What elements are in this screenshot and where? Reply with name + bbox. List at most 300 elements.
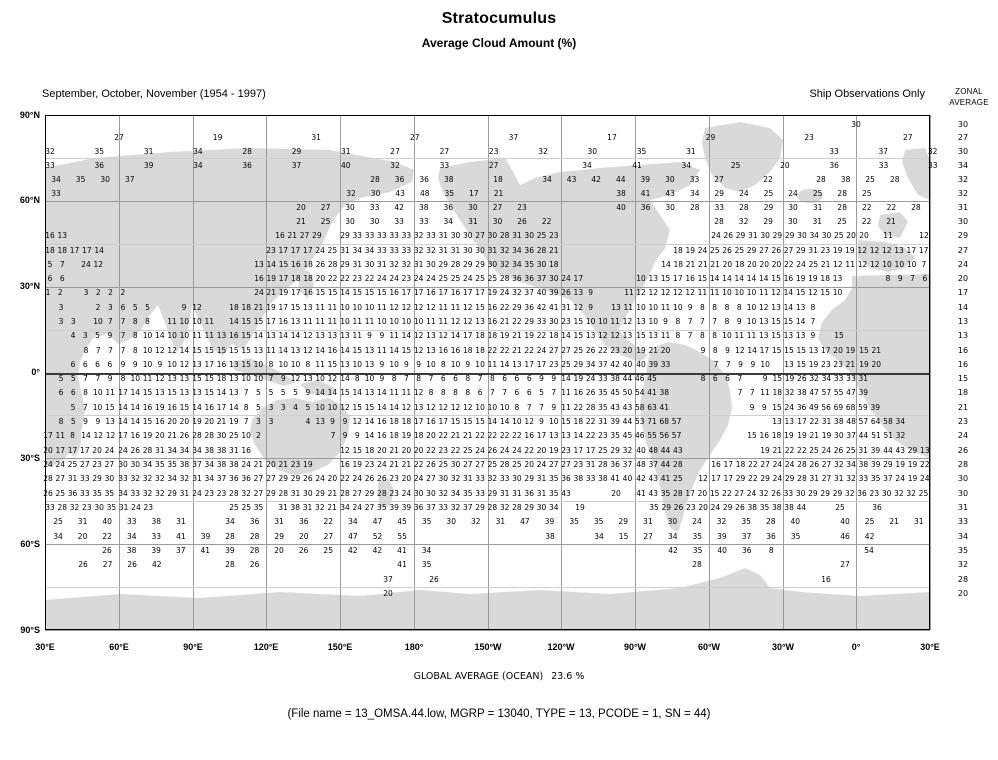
cell-value: 10: [475, 359, 485, 369]
cell-value: 35: [167, 459, 177, 469]
cell-value: 27: [734, 488, 744, 498]
page-title: Stratocumulus: [441, 10, 557, 27]
cell-value: 8: [83, 387, 88, 397]
cell-value: 34: [548, 502, 559, 512]
cell-value: 14: [290, 330, 301, 340]
cell-value: 15: [834, 330, 844, 340]
cell-value: 10: [179, 316, 190, 326]
cell-value: 31: [536, 488, 547, 498]
cell-value: 15: [377, 287, 387, 297]
cell-value: 9: [761, 402, 767, 412]
cell-value: 41: [640, 188, 651, 198]
cell-value: 40: [341, 160, 351, 170]
zonal-average-value: 17: [957, 287, 969, 297]
cell-value: 5: [293, 387, 298, 397]
cell-value: 10: [327, 402, 338, 412]
cell-value: 30: [364, 259, 375, 269]
cell-value: 38: [126, 545, 137, 555]
cell-value: 9: [897, 273, 903, 283]
cell-value: 30: [450, 230, 461, 240]
cell-value: 20: [327, 473, 338, 483]
cell-value: 33: [401, 230, 412, 240]
cell-value: 8: [489, 373, 495, 383]
cell-value: 29: [763, 216, 773, 226]
cell-value: 24: [118, 445, 128, 455]
cell-value: 6: [725, 373, 730, 383]
cell-value: 30: [665, 174, 675, 184]
cell-value: 13: [315, 416, 326, 426]
cell-value: 14: [377, 402, 387, 412]
cell-value: 27: [114, 132, 124, 142]
cell-value: 42: [591, 174, 601, 184]
cell-value: 17: [118, 387, 128, 397]
cell-value: 32: [499, 245, 510, 255]
cell-value: 13: [832, 273, 843, 283]
cell-value: 10: [894, 259, 905, 269]
cell-value: 17: [80, 445, 90, 455]
cell-value: 6: [59, 273, 65, 283]
cell-value: 36: [741, 545, 752, 555]
cell-value: 7: [120, 345, 126, 355]
cell-value: 32: [179, 473, 190, 483]
cell-value: 25: [573, 345, 584, 355]
cell-value: 9: [157, 359, 163, 369]
cell-value: 22: [340, 473, 350, 483]
cell-value: 33: [130, 488, 141, 498]
cell-value: 32: [784, 387, 795, 397]
cell-value: 9: [749, 402, 755, 412]
cell-value: 18: [673, 245, 683, 255]
cell-value: 29: [573, 359, 584, 369]
cell-value: 25: [710, 245, 720, 255]
longitude-tick-label: 30°E: [35, 642, 55, 652]
cell-value: 7: [428, 373, 434, 383]
zonal-average-value: 13: [957, 316, 969, 326]
cell-value: 14: [450, 330, 461, 340]
cell-value: 20: [274, 545, 284, 555]
cell-value: 20: [315, 273, 326, 283]
cell-value: 17: [673, 273, 683, 283]
cell-value: 17: [918, 245, 929, 255]
cell-value: 27: [561, 459, 571, 469]
cell-value: 18: [771, 430, 782, 440]
cell-value: 29: [808, 488, 818, 498]
cell-value: 32: [401, 259, 412, 269]
cell-value: 28: [242, 146, 252, 156]
cell-value: 37: [648, 459, 659, 469]
cell-value: 35: [421, 516, 432, 526]
cell-value: 8: [132, 316, 138, 326]
cell-value: 25: [918, 488, 929, 498]
cell-value: 29: [883, 459, 893, 469]
cell-value: 33: [689, 174, 700, 184]
cell-value: 41: [397, 545, 407, 555]
cell-value: 47: [348, 531, 358, 541]
cell-value: 28: [765, 516, 776, 526]
cell-value: 8: [145, 316, 150, 326]
cell-value: 27: [80, 459, 90, 469]
cell-value: 38: [216, 445, 227, 455]
cell-value: 15: [290, 302, 301, 312]
cell-value: 30: [426, 259, 436, 269]
longitude-tick-label: 30°W: [771, 642, 795, 652]
cell-value: 9: [551, 402, 557, 412]
cell-value: 14: [315, 387, 325, 397]
cell-value: 13: [759, 330, 769, 340]
cell-value: 3: [280, 402, 286, 412]
cell-value: 33: [45, 502, 55, 512]
cell-value: 12: [438, 330, 448, 340]
cell-value: 17: [438, 416, 448, 426]
cell-value: 34: [51, 174, 61, 184]
cell-value: 38: [797, 387, 807, 397]
cell-value: 19: [524, 330, 534, 340]
cell-value: 39: [648, 359, 659, 369]
cell-value: 30: [463, 230, 473, 240]
cell-value: 13: [290, 345, 301, 355]
cell-value: 30: [851, 119, 861, 129]
cell-value: 34: [512, 245, 522, 255]
cell-value: 12: [869, 245, 880, 255]
cell-value: 9: [107, 330, 113, 340]
cell-value: 28: [225, 531, 235, 541]
cell-value: 15: [796, 345, 806, 355]
cell-value: 20: [747, 259, 757, 269]
cell-value: 26: [127, 559, 137, 569]
cell-value: 28: [673, 459, 683, 469]
cell-value: 43: [648, 473, 659, 483]
cell-value: 17: [69, 245, 80, 255]
cell-value: 9: [83, 416, 88, 426]
cell-value: 31: [438, 230, 448, 240]
cell-value: 29: [475, 259, 485, 269]
cell-value: 35: [444, 188, 455, 198]
cell-value: 24: [254, 287, 264, 297]
cell-value: 15: [352, 402, 363, 412]
cell-value: 19: [499, 330, 510, 340]
cell-value: 35: [636, 146, 647, 156]
cell-value: 10: [278, 359, 289, 369]
cell-value: 25: [837, 216, 847, 226]
cell-value: 30: [667, 516, 678, 526]
cell-value: 37: [883, 473, 893, 483]
cell-value: 24: [401, 488, 412, 498]
cell-value: 10: [253, 359, 264, 369]
cell-value: 17: [536, 430, 547, 440]
cell-value: 27: [390, 146, 400, 156]
zonal-average-value: 16: [957, 359, 969, 369]
cell-value: 14: [759, 273, 769, 283]
cell-value: 46: [840, 531, 850, 541]
cell-value: 28: [327, 259, 338, 269]
cell-value: 42: [864, 531, 875, 541]
cell-value: 24: [192, 488, 202, 498]
cell-value: 35: [75, 174, 86, 184]
cell-value: 17: [67, 445, 78, 455]
cell-value: 32: [716, 516, 727, 526]
cell-value: 34: [340, 502, 350, 512]
cell-value: 15: [352, 287, 363, 297]
cell-value: 35: [610, 430, 620, 440]
cell-value: 11: [760, 387, 770, 397]
cell-value: 12: [352, 416, 363, 426]
cell-value: 33: [833, 373, 844, 383]
cell-value: 18: [548, 330, 559, 340]
cell-value: 36: [94, 160, 105, 170]
cell-value: 22: [475, 430, 485, 440]
cell-value: 17: [585, 445, 596, 455]
page-subtitle: Average Cloud Amount (%): [421, 36, 577, 50]
cell-value: 15: [859, 345, 869, 355]
cell-value: 24: [413, 273, 424, 283]
cell-value: 14: [155, 330, 165, 340]
cell-value: 15: [475, 416, 485, 426]
cell-value: 30: [795, 488, 806, 498]
cell-value: 6: [922, 273, 928, 283]
cell-value: 32: [413, 245, 424, 255]
cell-value: 43: [673, 445, 683, 455]
cell-value: 19: [212, 132, 223, 142]
cell-value: 40: [536, 287, 547, 297]
cell-value: 11: [709, 287, 720, 297]
cell-value: 20: [871, 359, 882, 369]
cell-value: 15: [618, 531, 629, 541]
cell-value: 20: [167, 416, 177, 426]
cell-value: 38: [290, 502, 301, 512]
cell-value: 24: [746, 488, 757, 498]
cell-value: 16: [426, 416, 436, 426]
cell-value: 44: [796, 502, 807, 512]
cell-value: 12: [808, 287, 818, 297]
cell-value: 25: [438, 273, 448, 283]
cell-value: 23: [804, 132, 814, 142]
cell-value: 13: [772, 416, 782, 426]
cell-value: 4: [305, 416, 311, 426]
cell-value: 58: [883, 416, 893, 426]
cell-value: 41: [176, 531, 186, 541]
cell-value: 29: [487, 488, 498, 498]
cell-value: 38: [840, 174, 851, 184]
cell-value: 8: [70, 430, 75, 440]
cell-value: 29: [278, 473, 289, 483]
cell-value: 25: [320, 216, 331, 226]
cell-value: 15: [179, 402, 190, 412]
cell-value: 12: [648, 287, 659, 297]
cell-value: 10: [364, 373, 375, 383]
cell-value: 25: [475, 273, 485, 283]
cell-value: 21: [401, 459, 412, 469]
cell-value: 39: [225, 545, 235, 555]
cell-value: 25: [809, 445, 819, 455]
cell-value: 19: [845, 345, 856, 355]
cell-value: 10: [487, 402, 498, 412]
cell-value: 18: [229, 302, 239, 312]
cell-value: 28: [585, 402, 596, 412]
zonal-average-value: 14: [957, 302, 969, 312]
cell-value: 48: [419, 188, 430, 198]
cell-value: 8: [712, 302, 718, 312]
cell-value: 38: [784, 502, 794, 512]
cell-value: 6: [120, 302, 126, 312]
cell-value: 22: [919, 459, 930, 469]
cell-value: 36: [610, 459, 620, 469]
cell-value: 44: [883, 445, 893, 455]
cell-value: 3: [82, 330, 88, 340]
zonal-average-value: 18: [957, 387, 969, 397]
latitude-tick-label: 0°: [31, 367, 40, 377]
cell-value: 22: [862, 202, 872, 212]
cell-value: 15: [364, 402, 375, 412]
cell-value: 8: [58, 416, 64, 426]
cell-value: 31: [536, 473, 547, 483]
cell-value: 24: [131, 502, 141, 512]
cell-value: 6: [70, 359, 76, 369]
cell-value: 26: [315, 259, 326, 269]
cell-value: 19: [808, 359, 819, 369]
cell-value: 33: [45, 160, 55, 170]
cell-value: 14: [783, 302, 794, 312]
cell-value: 18: [401, 416, 412, 426]
cell-value: 47: [372, 516, 383, 526]
cell-value: 30: [303, 488, 313, 498]
cell-value: 27: [475, 459, 485, 469]
cell-value: 35: [692, 545, 703, 555]
cell-value: 7: [526, 402, 532, 412]
cell-value: 36: [561, 473, 571, 483]
cell-value: 30: [492, 216, 503, 226]
cell-value: 14: [192, 402, 202, 412]
cell-value: 38: [216, 459, 227, 469]
zonal-average-value: 33: [957, 516, 969, 526]
cell-value: 17: [413, 287, 424, 297]
cell-value: 20: [92, 445, 102, 455]
cell-value: 9: [181, 302, 187, 312]
cell-value: 23: [598, 430, 608, 440]
cell-value: 24: [895, 473, 905, 483]
cell-value: 29: [438, 259, 448, 269]
cell-value: 12: [93, 259, 104, 269]
cell-value: 24: [536, 345, 547, 355]
cell-value: 21: [389, 459, 399, 469]
cell-value: 47: [809, 387, 819, 397]
cell-value: 12: [401, 302, 412, 312]
cell-value: 15: [192, 373, 202, 383]
cell-value: 35: [92, 488, 102, 498]
cell-value: 24: [315, 473, 325, 483]
cell-value: 15: [697, 273, 708, 283]
cell-value: 11: [746, 330, 757, 340]
cell-value: 32: [142, 473, 153, 483]
cell-value: 37: [598, 359, 608, 369]
cell-value: 28: [192, 430, 202, 440]
cell-value: 34: [142, 459, 153, 469]
cell-value: 4: [293, 402, 298, 412]
zonal-average-value: 32: [957, 188, 969, 198]
cell-value: 6: [514, 373, 520, 383]
cell-value: 30: [369, 216, 380, 226]
cell-value: 41: [548, 302, 559, 312]
cell-value: 35: [759, 502, 770, 512]
cell-value: 10: [179, 330, 190, 340]
cell-value: 33: [377, 230, 387, 240]
cell-value: 51: [883, 430, 894, 440]
cell-value: 7: [83, 373, 88, 383]
cell-value: 14: [118, 416, 128, 426]
cell-value: 30: [881, 488, 892, 498]
cell-value: 41: [200, 545, 211, 555]
cell-value: 27: [299, 230, 310, 240]
cell-value: 31: [229, 445, 239, 455]
cell-value: 12: [771, 287, 781, 297]
cell-value: 37: [878, 146, 889, 156]
cell-value: 12: [636, 287, 646, 297]
cell-value: 35: [421, 559, 432, 569]
cell-value: 11: [845, 259, 855, 269]
cell-value: 16: [573, 387, 584, 397]
cell-value: 33: [536, 316, 547, 326]
cell-value: 2: [256, 430, 261, 440]
cell-value: 14: [118, 402, 128, 412]
cell-value: 32: [155, 488, 165, 498]
cell-value: 13: [340, 330, 350, 340]
cell-value: 12: [155, 345, 165, 355]
cell-value: 10: [648, 316, 659, 326]
cell-value: 22: [763, 174, 773, 184]
cell-value: 12: [105, 430, 116, 440]
cell-value: 35: [104, 488, 115, 498]
cell-value: 16: [487, 316, 498, 326]
cell-value: 13: [266, 330, 276, 340]
cell-value: 21: [450, 430, 461, 440]
cell-value: 29: [524, 473, 534, 483]
cell-value: 39: [640, 174, 651, 184]
cell-value: 33: [439, 160, 450, 170]
cell-value: 28: [370, 174, 380, 184]
cell-value: 18: [389, 416, 399, 426]
cell-value: 16: [130, 430, 141, 440]
cell-value: 43: [648, 488, 659, 498]
cell-value: 25: [673, 473, 683, 483]
cell-value: 7: [243, 387, 249, 397]
cell-value: 29: [772, 230, 783, 240]
cell-value: 36: [242, 160, 252, 170]
cell-value: 22: [585, 416, 596, 426]
zonal-average-value: 31: [957, 502, 969, 512]
cell-value: 28: [673, 488, 683, 498]
cell-value: 56: [659, 430, 670, 440]
cell-value: 32: [538, 146, 548, 156]
cell-value: 24: [352, 502, 363, 512]
cell-value: 18: [303, 273, 313, 283]
cell-value: 41: [632, 160, 642, 170]
zonal-average-value: 32: [957, 559, 969, 569]
cell-value: 16: [389, 287, 399, 297]
cell-value: 21: [287, 230, 298, 240]
cell-value: 29: [512, 302, 522, 312]
cell-value: 36: [241, 473, 251, 483]
cell-value: 12: [660, 287, 671, 297]
cell-value: 30: [100, 174, 110, 184]
cell-value: 30: [468, 202, 478, 212]
cell-value: 34: [681, 160, 692, 170]
cell-value: 10: [142, 359, 153, 369]
cell-value: 31: [179, 488, 190, 498]
cell-value: 7: [737, 373, 743, 383]
cell-value: 27: [548, 459, 559, 469]
cell-value: 8: [724, 302, 730, 312]
cell-value: 31: [858, 445, 868, 455]
cell-value: 13: [784, 359, 794, 369]
